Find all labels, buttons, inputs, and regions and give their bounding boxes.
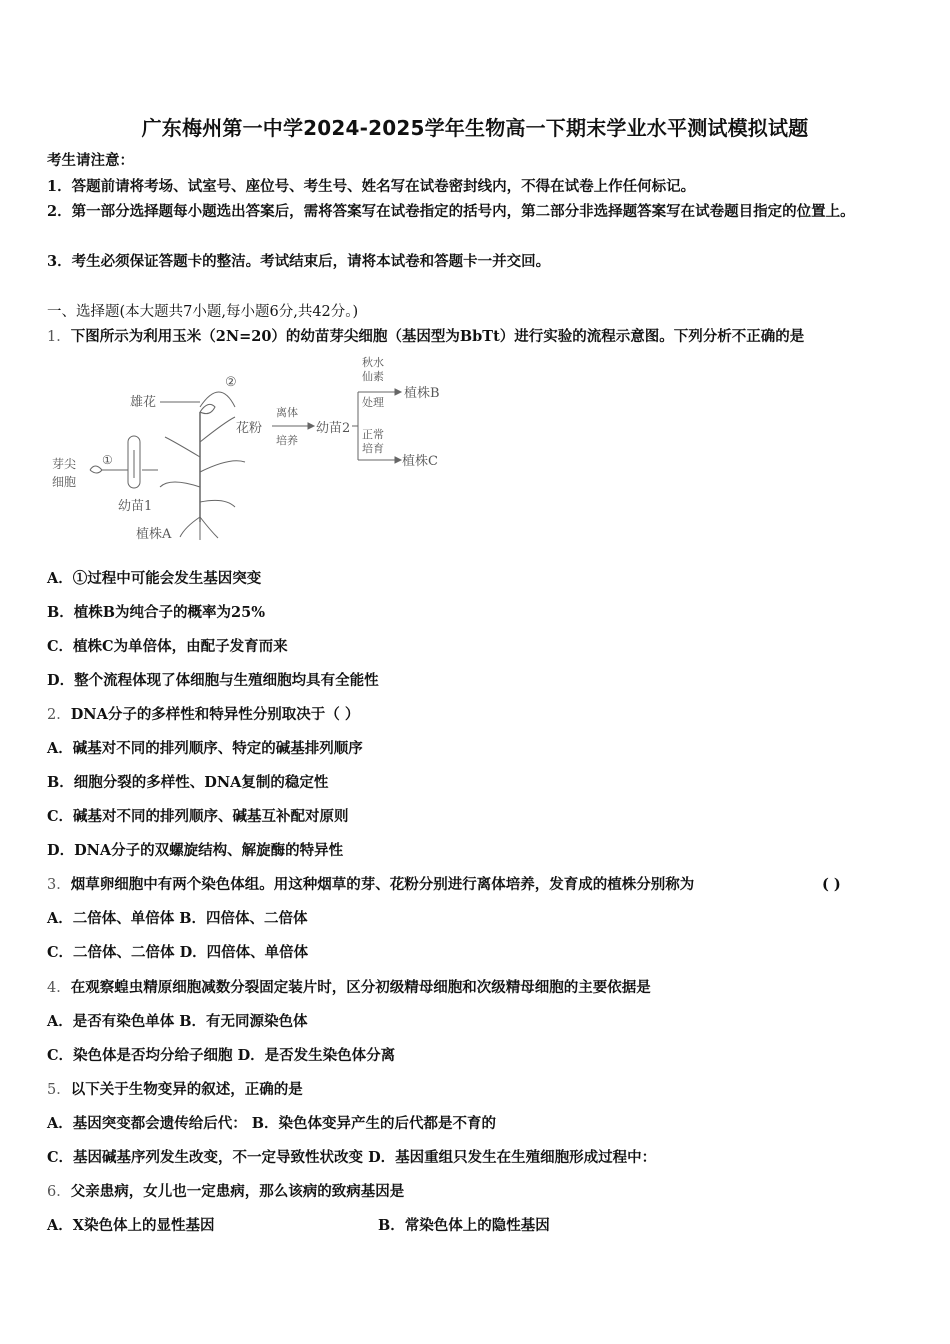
question-1-stem bbox=[47, 327, 804, 347]
arrow-curve bbox=[200, 392, 235, 407]
label-plantA: 植株A bbox=[136, 527, 172, 542]
notice-item-3: 3．考生必须保证答题卡的整洁。考试结束后，请将本试卷和答题卡一并交回。 bbox=[47, 253, 551, 270]
label-plantB: 植株B bbox=[404, 386, 440, 401]
bud-cell-shape bbox=[90, 466, 102, 473]
q2-option-a: A．碱基对不同的排列顺序、特定的碱基排列顺序 bbox=[47, 740, 363, 757]
question-text: 下图所示为利用玉米（2N=20）的幼苗芽尖细胞（基因型为BbTt）进行实验的流程示意图。下列分析不正确的是 bbox=[70, 328, 805, 345]
q3-options-row-2: C．二倍体、二倍体 D．四倍体、单倍体 bbox=[47, 944, 309, 961]
label-colchicine-3: 处理 bbox=[362, 396, 384, 409]
question-4-stem bbox=[47, 978, 651, 998]
notice-item-1: 1．答题前请将考场、试室号、座位号、考生号、姓名写在试卷密封线内，不得在试卷上作任何标记。 bbox=[47, 178, 696, 195]
q5-options-row-2: C．基因碱基序列发生改变，不一定导致性状改变 D．基因重组只发生在生殖细胞形成过程中： bbox=[47, 1149, 657, 1166]
notice-item-2: 2．第一部分选择题每小题选出答案后，需将答案写在试卷指定的括号内，第二部分非选择题答案写在试卷题目指定的位置上。 bbox=[47, 203, 855, 220]
notice-heading: 考生请注意： bbox=[47, 152, 134, 169]
section-heading: 一、选择题(本大题共7小题,每小题6分,共42分。) bbox=[47, 304, 359, 320]
label-plantC: 植株C bbox=[402, 454, 438, 469]
plant-roots bbox=[180, 517, 218, 540]
question-3-stem bbox=[47, 875, 694, 895]
label-normal-2: 培育 bbox=[362, 442, 384, 455]
q5-options-row-1: A．基因突变都会遗传给后代： B．染色体变异产生的后代都是不育的 bbox=[47, 1115, 497, 1132]
q2-option-d: D．DNA分子的双螺旋结构、解旋酶的特异性 bbox=[47, 842, 344, 859]
question-text: 父亲患病，女儿也一定患病，那么该病的致病基因是 bbox=[70, 1183, 405, 1200]
label-pollen: 花粉 bbox=[236, 421, 263, 436]
label-colchicine-2: 仙素 bbox=[362, 370, 384, 383]
q2-option-b: B．细胞分裂的多样性、DNA复制的稳定性 bbox=[47, 774, 329, 791]
question-number: 4． bbox=[47, 980, 71, 996]
q6-option-a: A．X染色体上的显性基因 bbox=[47, 1217, 215, 1234]
question-number: 1． bbox=[47, 329, 71, 345]
q1-option-a: A．①过程中可能会发生基因突变 bbox=[47, 570, 262, 587]
label-male-flower: 雄花 bbox=[130, 395, 157, 410]
question-text: 烟草卵细胞中有两个染色体组。用这种烟草的芽、花粉分别进行离体培养，发育成的植株分别称为 bbox=[70, 876, 695, 893]
q1-option-d: D．整个流程体现了体细胞与生殖细胞均具有全能性 bbox=[47, 672, 379, 689]
question-5-stem bbox=[47, 1080, 303, 1100]
q3-options-row-1: A．二倍体、单倍体 B．四倍体、二倍体 bbox=[47, 910, 308, 927]
q6-option-b: B．常染色体上的隐性基因 bbox=[378, 1217, 550, 1234]
question-6-stem bbox=[47, 1182, 404, 1202]
q3-answer-bracket: ( ) bbox=[822, 876, 841, 893]
question-number: 2． bbox=[47, 707, 71, 723]
label-step2: ② bbox=[225, 375, 237, 390]
question-text: DNA分子的多样性和特异性分别取决于（ ） bbox=[70, 706, 360, 723]
flow-diagram bbox=[50, 352, 470, 552]
q4-options-row-1: A．是否有染色单体 B．有无同源染色体 bbox=[47, 1013, 308, 1030]
label-bud-2: 细胞 bbox=[52, 475, 77, 489]
question-text: 在观察蝗虫精原细胞减数分裂固定装片时，区分初级精母细胞和次级精母细胞的主要依据是 bbox=[70, 979, 651, 996]
question-2-stem bbox=[47, 705, 359, 725]
label-normal-1: 正常 bbox=[362, 428, 384, 441]
question-number: 5． bbox=[47, 1082, 71, 1098]
question-number: 3． bbox=[47, 877, 71, 893]
label-seedling1: 幼苗1 bbox=[118, 499, 153, 514]
page-title: 广东梅州第一中学2024-2025学年生物高一下期末学业水平测试模拟试题 bbox=[141, 116, 809, 140]
question-text: 以下关于生物变异的叙述，正确的是 bbox=[70, 1081, 303, 1098]
label-bud-1: 芽尖 bbox=[52, 457, 77, 471]
label-culture-bottom: 培养 bbox=[276, 434, 298, 447]
question-number: 6． bbox=[47, 1184, 71, 1200]
q1-option-b: B．植株B为纯合子的概率为25% bbox=[47, 604, 265, 621]
q1-option-c: C．植株C为单倍体，由配子发育而来 bbox=[47, 638, 288, 655]
q2-option-c: C．碱基对不同的排列顺序、碱基互补配对原则 bbox=[47, 808, 349, 825]
label-colchicine-1: 秋水 bbox=[362, 356, 384, 369]
q4-options-row-2: C．染色体是否均分给子细胞 D．是否发生染色体分离 bbox=[47, 1047, 396, 1064]
label-seedling2: 幼苗2 bbox=[316, 421, 351, 436]
label-culture-top: 离体 bbox=[276, 406, 298, 419]
label-step1: ① bbox=[102, 453, 113, 467]
